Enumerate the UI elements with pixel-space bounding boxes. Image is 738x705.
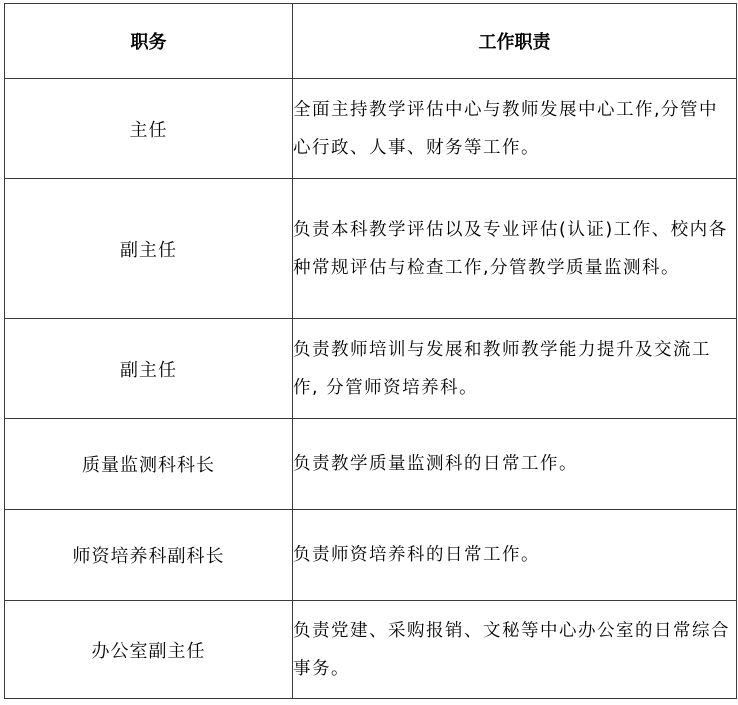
duty-cell: 负责师资培养科的日常工作。 xyxy=(293,510,737,601)
role-cell: 副主任 xyxy=(5,179,293,319)
duty-table xyxy=(4,3,737,699)
duty-cell: 负责本科教学评估以及专业评估(认证)工作、校内各种常规评估与检查工作,分管教学质量监测科。 xyxy=(293,179,737,319)
role-cell: 师资培养科副科长 xyxy=(5,510,293,601)
duty-cell: 负责教学质量监测科的日常工作。 xyxy=(293,419,737,510)
role-cell: 质量监测科科长 xyxy=(5,419,293,510)
table-row xyxy=(5,179,737,319)
role-cell: 办公室副主任 xyxy=(5,601,293,699)
duty-cell: 全面主持教学评估中心与教师发展中心工作,分管中心行政、人事、财务等工作。 xyxy=(293,79,737,179)
table-row xyxy=(5,601,737,699)
header-position: 职务 xyxy=(5,4,293,79)
header-row xyxy=(5,4,737,79)
table-row xyxy=(5,319,737,419)
header-responsibilities: 工作职责 xyxy=(293,4,737,79)
table-row xyxy=(5,79,737,179)
table-row xyxy=(5,419,737,510)
duty-cell: 负责教师培训与发展和教师教学能力提升及交流工作, 分管师资培养科。 xyxy=(293,319,737,419)
duty-cell: 负责党建、采购报销、文秘等中心办公室的日常综合事务。 xyxy=(293,601,737,699)
table-row xyxy=(5,510,737,601)
role-cell: 主任 xyxy=(5,79,293,179)
role-cell: 副主任 xyxy=(5,319,293,419)
